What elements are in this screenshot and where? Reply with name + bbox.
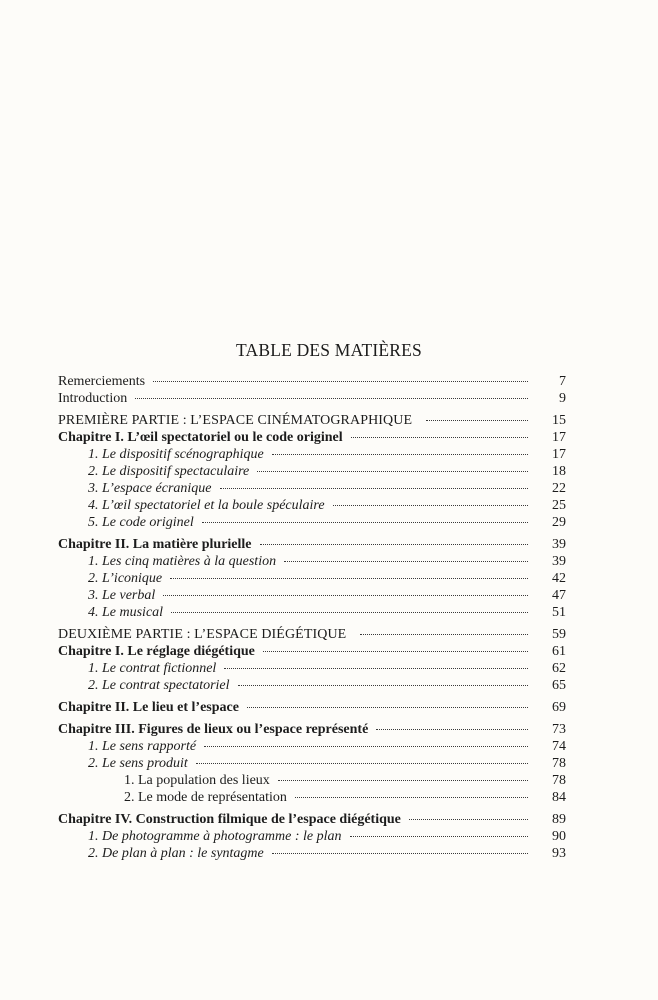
dot-leader	[238, 685, 528, 686]
toc-entry-label: Chapitre IV. Construction filmique de l’espace diégétique	[58, 812, 401, 827]
toc-page-number: 17	[552, 430, 566, 445]
toc-section-entry	[58, 604, 566, 621]
toc-section-entry	[58, 677, 566, 694]
toc-chapter-entry	[58, 721, 566, 738]
dot-leader	[351, 437, 528, 438]
toc-page-number: 84	[552, 790, 566, 805]
toc-entry-label: 1. La population des lieux	[124, 773, 270, 788]
toc-entry-label: 2. Le sens produit	[88, 756, 188, 771]
toc-entry-label: Introduction	[58, 391, 128, 406]
toc-entry-label: 2. L’iconique	[88, 571, 163, 586]
toc-entry-label: 2. Le dispositif spectaculaire	[88, 464, 250, 479]
dot-leader	[426, 420, 528, 421]
toc-section-entry	[58, 514, 566, 531]
toc-page-number: 25	[552, 498, 566, 513]
toc-page-number: 78	[552, 773, 566, 788]
dot-leader	[171, 612, 528, 613]
toc-entry-label: 1. Les cinq matières à la question	[88, 554, 277, 569]
dot-leader	[224, 668, 528, 669]
toc-page-number: 22	[552, 481, 566, 496]
toc-subsection-entry	[58, 789, 566, 806]
toc-page-number: 42	[552, 571, 566, 586]
dot-leader	[196, 763, 528, 764]
toc-section-entry	[58, 480, 566, 497]
toc-entry-label: Chapitre I. Le réglage diégétique	[58, 644, 255, 659]
dot-leader	[360, 634, 528, 635]
page-title: TABLE DES MATIÈRES	[236, 340, 422, 360]
toc-entry-label: PREMIÈRE PARTIE : L’ESPACE CINÉMATOGRAPHIQUE	[58, 413, 413, 428]
toc-entry-label: 2. Le mode de représentation	[124, 790, 287, 805]
toc-page-number: 93	[552, 846, 566, 861]
toc-entry-label: 4. L’œil spectatoriel et la boule spéculaire	[88, 498, 325, 513]
dot-leader	[409, 819, 528, 820]
toc-part-entry	[58, 626, 566, 643]
dot-leader	[376, 729, 528, 730]
toc-entry-label: 2. Le contrat spectatoriel	[88, 678, 230, 693]
toc-entry-label: Chapitre III. Figures de lieux ou l’espace représenté	[58, 722, 369, 737]
toc-page-number: 62	[552, 661, 566, 676]
toc-entry-label: 1. Le sens rapporté	[88, 739, 197, 754]
toc-chapter-entry	[58, 699, 566, 716]
toc-page-number: 47	[552, 588, 566, 603]
toc-entry-label: 1. Le dispositif scénographique	[88, 447, 264, 462]
dot-leader	[135, 398, 528, 399]
toc-entry-label: 5. Le code originel	[88, 515, 194, 530]
toc-entry-label: DEUXIÈME PARTIE : L’ESPACE DIÉGÉTIQUE	[58, 627, 347, 642]
toc-entry-label: 2. De plan à plan : le syntagme	[88, 846, 264, 861]
toc-subsection-entry	[58, 772, 566, 789]
dot-leader	[272, 853, 528, 854]
dot-leader	[260, 544, 528, 545]
toc-page-number: 17	[552, 447, 566, 462]
dot-leader	[247, 707, 528, 708]
toc-entry	[58, 390, 566, 407]
toc-entry-label: Chapitre I. L’œil spectatoriel ou le code originel	[58, 430, 343, 445]
dot-leader	[333, 505, 528, 506]
dot-leader	[204, 746, 528, 747]
toc-page-number: 78	[552, 756, 566, 771]
toc-page-number: 15	[552, 413, 566, 428]
toc-page-number: 65	[552, 678, 566, 693]
toc-section-entry	[58, 553, 566, 570]
toc-entry	[58, 373, 566, 390]
toc-section-entry	[58, 738, 566, 755]
toc-chapter-entry	[58, 429, 566, 446]
toc-section-entry	[58, 570, 566, 587]
toc-section-entry	[58, 828, 566, 845]
toc-page-number: 59	[552, 627, 566, 642]
dot-leader	[263, 651, 528, 652]
dot-leader	[220, 488, 529, 489]
toc-page-number: 7	[559, 374, 566, 389]
dot-leader	[350, 836, 528, 837]
dot-leader	[163, 595, 528, 596]
toc-page-number: 51	[552, 605, 566, 620]
toc-section-entry	[58, 587, 566, 604]
toc-entry-label: 3. Le verbal	[88, 588, 156, 603]
toc-page-number: 29	[552, 515, 566, 530]
toc-page-number: 18	[552, 464, 566, 479]
toc-chapter-entry	[58, 643, 566, 660]
toc-page-number: 69	[552, 700, 566, 715]
dot-leader	[278, 780, 528, 781]
toc-entry-label: Chapitre II. La matière plurielle	[58, 537, 252, 552]
toc-entry-label: Chapitre II. Le lieu et l’espace	[58, 700, 239, 715]
toc-section-entry	[58, 660, 566, 677]
toc-entry-label: 1. Le contrat fictionnel	[88, 661, 217, 676]
table-of-contents	[58, 373, 566, 862]
toc-page-number: 89	[552, 812, 566, 827]
toc-section-entry	[58, 845, 566, 862]
toc-entry-label: Remerciements	[58, 374, 146, 389]
dot-leader	[284, 561, 528, 562]
toc-section-entry	[58, 463, 566, 480]
dot-leader	[170, 578, 528, 579]
toc-entry-label: 1. De photogramme à photogramme : le plan	[88, 829, 342, 844]
toc-page-number: 73	[552, 722, 566, 737]
toc-page-number: 61	[552, 644, 566, 659]
toc-page-number: 39	[552, 554, 566, 569]
toc-page-number: 9	[559, 391, 566, 406]
toc-page-number: 39	[552, 537, 566, 552]
toc-chapter-entry	[58, 536, 566, 553]
toc-entry-label: 4. Le musical	[88, 605, 164, 620]
toc-part-entry	[58, 412, 566, 429]
toc-page-number: 90	[552, 829, 566, 844]
dot-leader	[257, 471, 528, 472]
toc-section-entry	[58, 446, 566, 463]
dot-leader	[272, 454, 528, 455]
dot-leader	[295, 797, 528, 798]
toc-section-entry	[58, 755, 566, 772]
toc-section-entry	[58, 497, 566, 514]
dot-leader	[153, 381, 528, 382]
toc-page-number: 74	[552, 739, 566, 754]
toc-entry-label: 3. L’espace écranique	[88, 481, 212, 496]
toc-chapter-entry	[58, 811, 566, 828]
dot-leader	[202, 522, 528, 523]
